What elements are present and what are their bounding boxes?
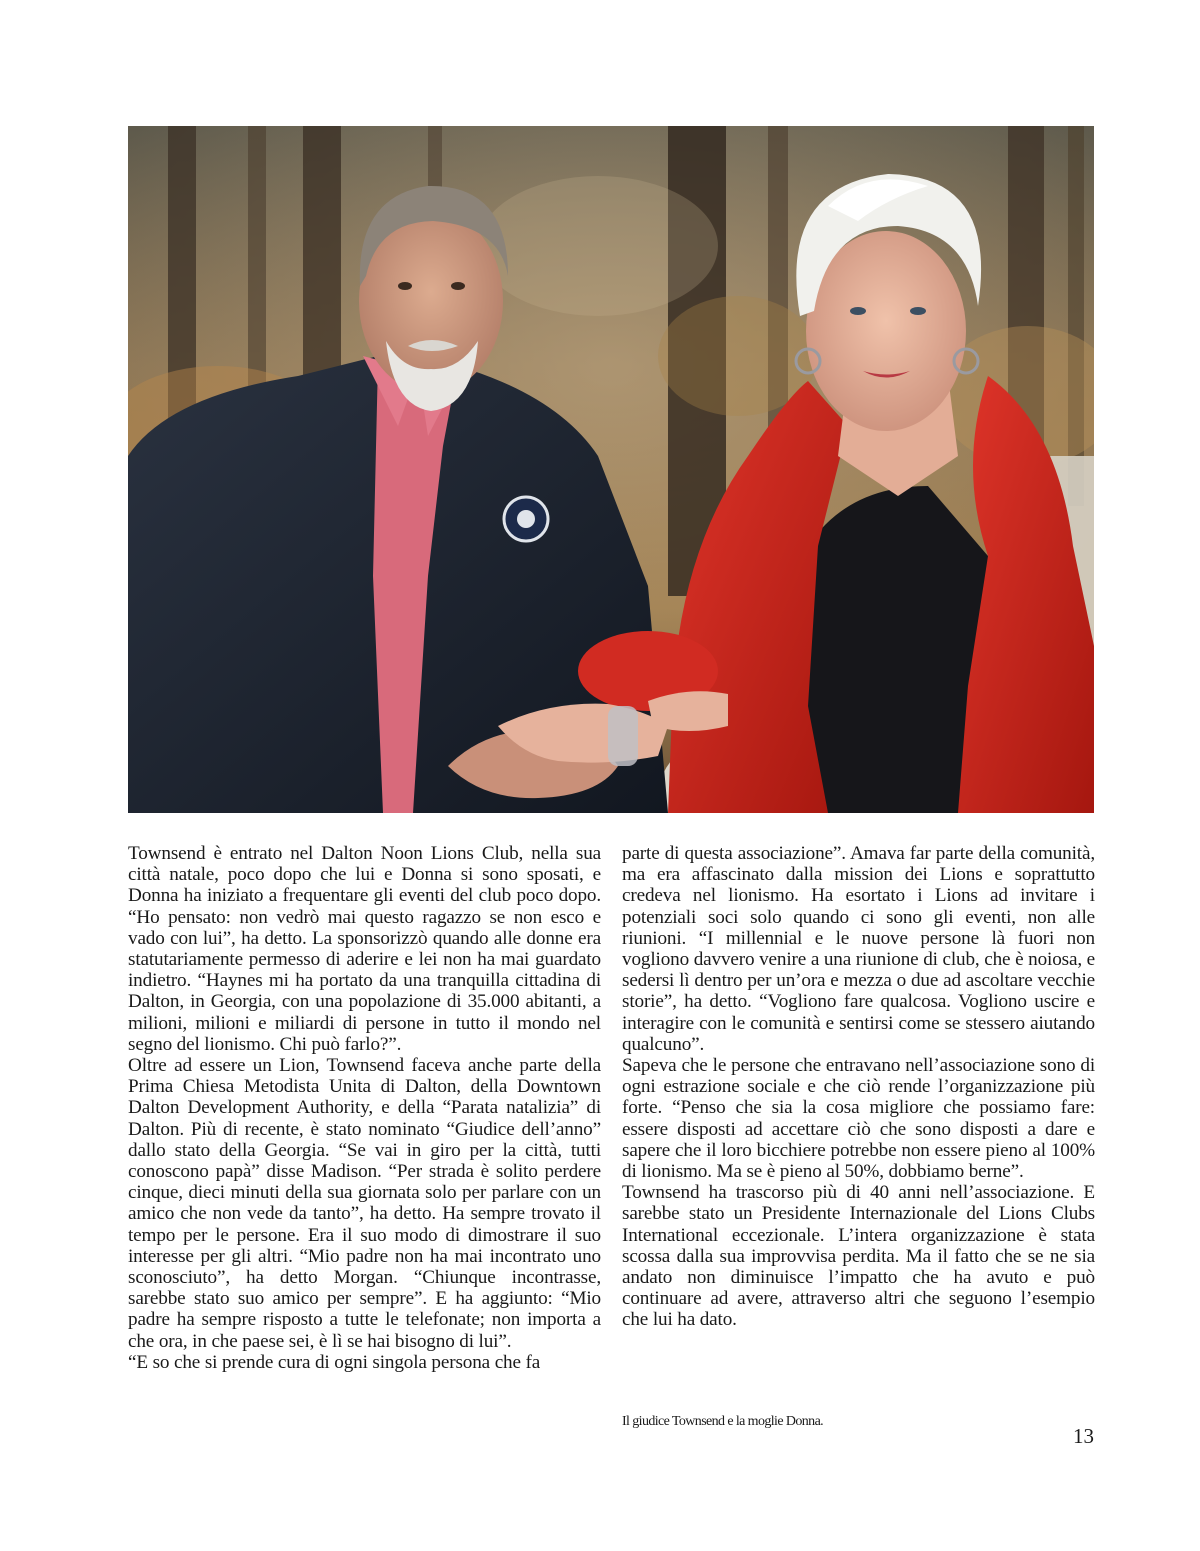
portrait-illustration [128,126,1094,813]
couple-portrait-photo [128,126,1094,813]
article-paragraph: Oltre ad essere un Lion, Townsend faceva anche parte della Prima Chiesa Metodista Unita di Dalton, della Downtown Dalton Development Authority, e della “Parata natalizia” di Dalton. Più di recente, è stato nominato “Giudice dell’anno” dallo stato della Georgia. “Se vai in giro per la città, tutti conoscono papà” disse Madison. “Per strada è solito perdere cinque, dieci minuti della sua giornata solo per parlare con un amico che non vede da tanto”, ha detto. Ha sempre trovato il tempo per le persone. Era il suo modo di dimostrare il suo interesse per gli altri. “Mio padre non ha mai incontrato uno sconosciuto”, ha detto Morgan. “Chiunque incontrasse, sarebbe stato suo amico per sempre”. E ha aggiunto: “Mio padre ha sempre risposto a tutte le telefonate; non importa a che ora, in che paese sei, è lì se hai bisogno di lui”. [128,1055,601,1352]
article-column-right [622,843,1095,1331]
article-column-left [128,843,601,1373]
photo-caption: Il giudice Townsend e la moglie Donna. [622,1414,824,1429]
article-paragraph: Townsend è entrato nel Dalton Noon Lions Club, nella sua città natale, poco dopo che lui e Donna si sono sposati, e Donna ha iniziato a frequentare gli eventi del club poco dopo. “Ho pensato: non vedrò mai questo ragazzo se non esco e vado con lui”, ha detto. La sponsorizzò quando alle donne era statutariamente permesso di aderire e lei non ha mai guardato indietro. “Haynes mi ha portato da una tranquilla cittadina di Dalton, in Georgia, con una popolazione di 35.000 abitanti, a milioni, milioni e miliardi di persone in tutto il mondo nel segno del lionismo. Chi può farlo?”. [128,843,601,1055]
article-paragraph: Townsend ha trascorso più di 40 anni nell’associazione. E sarebbe stato un Presidente Internazionale del Lions Clubs International eccezionale. L’intera organizzazione è stata scossa dalla sua improvvisa perdita. Ma il fatto che se ne sia andato non diminuisce l’impatto che ha avuto e può continuare ad avere, attraverso altri che seguono l’esempio che lui ha dato. [622,1182,1095,1331]
page-number: 13 [1073,1424,1094,1448]
article-paragraph: “E so che si prende cura di ogni singola persona che fa [128,1351,541,1373]
article-paragraph: Sapeva che le persone che entravano nell’associazione sono di ogni estrazione sociale e che ciò rende l’organizzazione più forte. “Penso che sia la cosa migliore che possiamo fare: essere disposti ad accettare ciò che sono disposti a dare e sapere che il loro bicchiere potrebbe non essere pieno al 100% di lionismo. Ma se è pieno al 50%, dobbiamo berne”. [622,1055,1095,1183]
article-paragraph: parte di questa associazione”. Amava far parte della comunità, ma era affascinato dalla mission dei Lions e soprattutto credeva nel lionismo. Ha esortato i Lions ad invitare i potenziali soci solo quando ci sono gli eventi, non alle riunioni. “I millennial e le nuove persone là fuori non vogliono davvero venire a una riunione di club, che è noiosa, e sedersi lì dentro per un’ora e mezza o due ad ascoltare vecchie storie”, ha detto. “Vogliono fare qualcosa. Vogliono uscire e interagire con le comunità e sentirsi come se stessero aiutando qualcuno”. [622,843,1095,1055]
